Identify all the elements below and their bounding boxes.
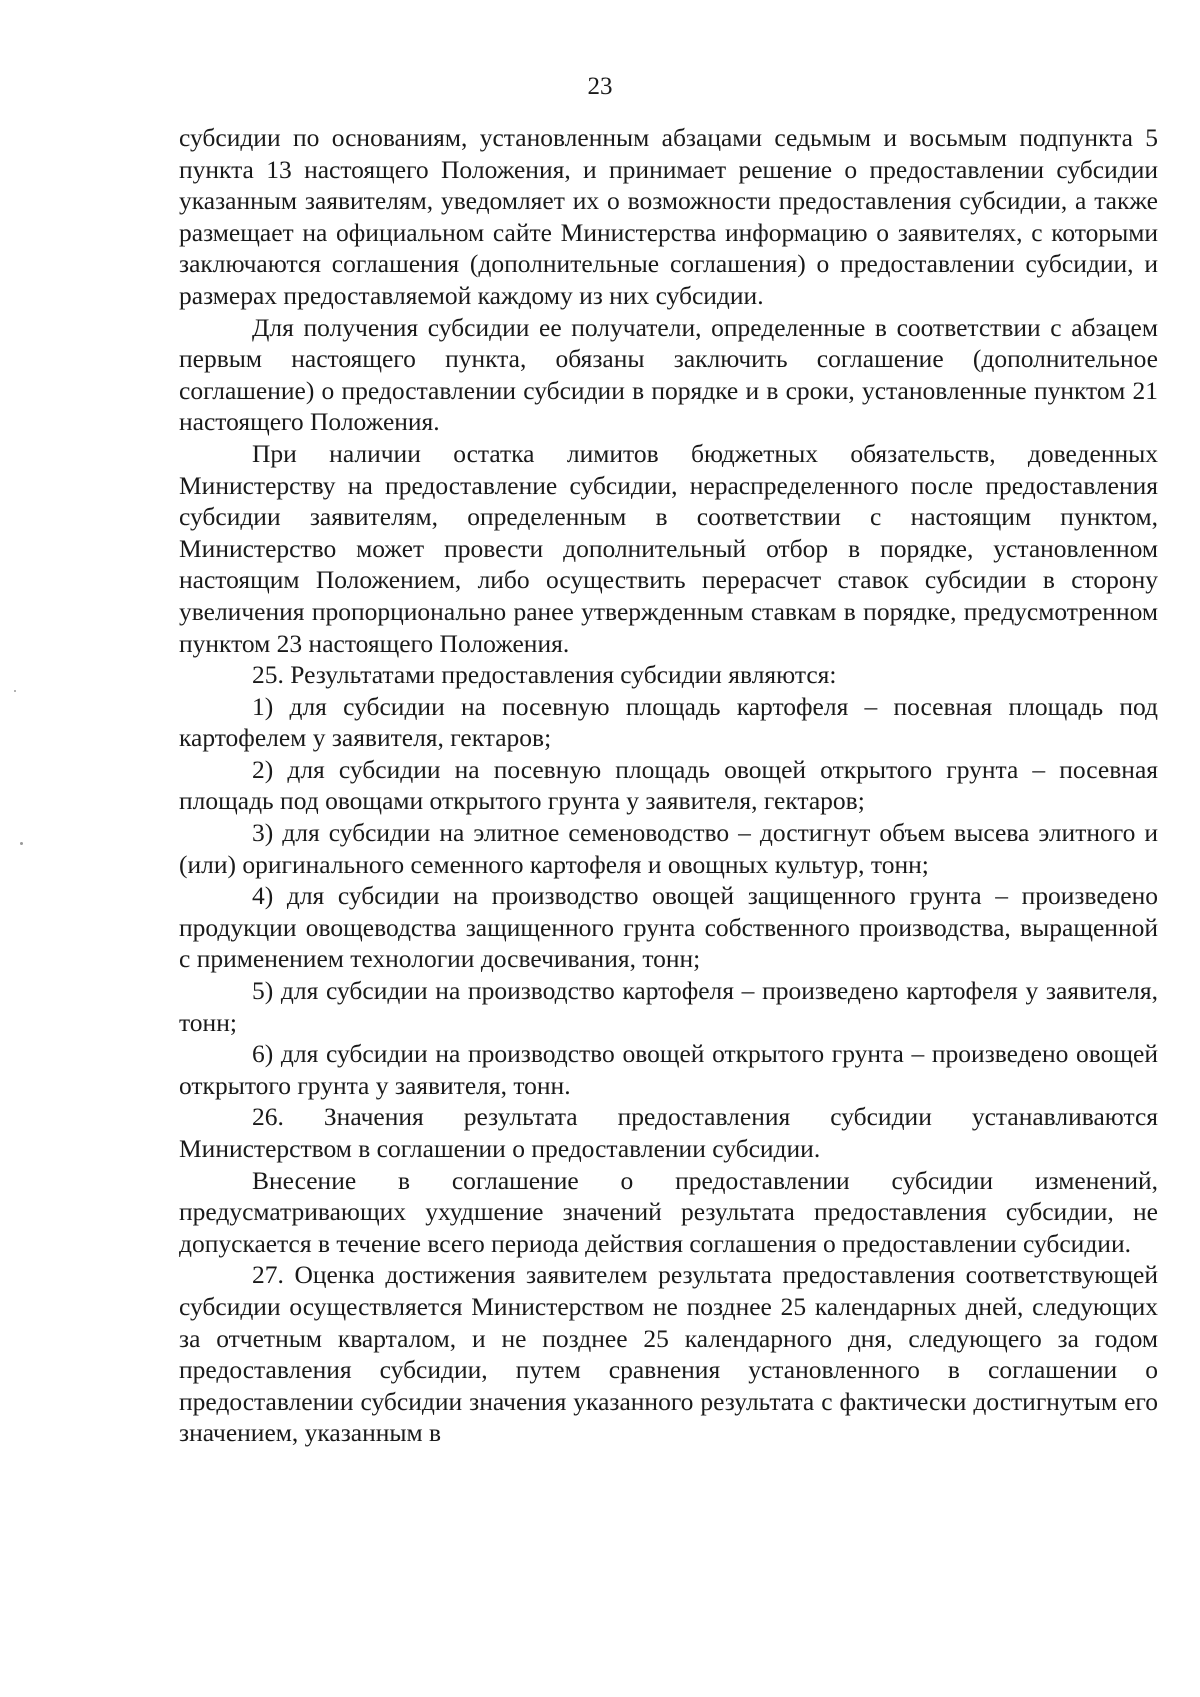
- clause-25-heading: 25. Результатами предоставления субсидии являются:: [252, 660, 837, 690]
- scan-speck: [14, 690, 16, 692]
- clause-26: 26. Значения результата предоставления субсидии устанавливаются Министерством в соглашении о предоставлении субсидии.: [179, 1102, 1158, 1163]
- list-item-4: 4) для субсидии на производство овощей защищенного грунта – произведено продукции овощеводства защищенного грунта собственного производства, выращенной с применением технологии досвечивания, тонн;: [179, 881, 1158, 974]
- list-item-6: 6) для субсидии на производство овощей открытого грунта – произведено овощей открытого грунта у заявителя, тонн.: [179, 1039, 1158, 1100]
- list-item-5: 5) для субсидии на производство картофеля – произведено картофеля у заявителя, тонн;: [179, 976, 1158, 1037]
- clause-27: 27. Оценка достижения заявителем результата предоставления соответствующей субсидии осуществляется Министерством не позднее 25 календарных дней, следующих за отчетным кварталом, и не позднее 25 календарного дня, следующего за годом предоставления субсидии, путем сравнения установленного в соглашении о предоставлении субсидии значения указанного результата с фактически достигнутым его значением, указанным в: [179, 1260, 1158, 1448]
- page-number: 23: [587, 73, 613, 100]
- list-item-1: 1) для субсидии на посевную площадь картофеля – посевная площадь под картофелем у заявителя, гектаров;: [179, 691, 1158, 753]
- list-item-2: 2) для субсидии на посевную площадь овощей открытого грунта – посевная площадь под овощами открытого грунта у заявителя, гектаров;: [179, 754, 1158, 816]
- paragraph-continuation: субсидии по основаниям, установленным абзацами седьмым и восьмым подпункта 5 пункта 13 настоящего Положения, и принимает решение о предоставлении субсидии указанным заявителям, уведомляет их о возможности предоставления субсидии, а также размещает на официальном сайте Министерства информацию о заявителях, с которыми заключаются соглашения (дополнительные соглашения) о предоставлении субсидии, и размерах предоставляемой каждому из них субсидии.: [179, 123, 1158, 310]
- paragraph-agreement-conclusion: Для получения субсидии ее получатели, определенные в соответствии с абзацем первым настоящего пункта, обязаны заключить соглашение (дополнительное соглашение) о предоставлении субсидии в порядке и в сроки, установленные пунктом 21 настоящего Положения.: [179, 312, 1158, 437]
- list-item-3: 3) для субсидии на элитное семеноводство – достигнут объем высева элитного и (или) оригинального семенного картофеля и овощных культур, тонн;: [179, 818, 1158, 879]
- paragraph-amendments: Внесение в соглашение о предоставлении субсидии изменений, предусматривающих ухудшение значений результата предоставления субсидии, не допускается в течение всего периода действия соглашения о предоставлении субсидии.: [179, 1165, 1158, 1258]
- document-body: [179, 122, 1158, 1449]
- paragraph-remaining-limits: При наличии остатка лимитов бюджетных обязательств, доведенных Министерству на предоставление субсидии, нераспределенного после предоставления субсидии заявителям, определенным в соответствии с настоящим пунктом, Министерство может провести дополнительный отбор в порядке, установленном настоящим Положением, либо осуществить перерасчет ставок субсидии в сторону увеличения пропорционально ранее утвержденным ставкам в порядке, предусмотренном пунктом 23 настоящего Положения.: [179, 438, 1158, 658]
- scan-speck: [20, 842, 23, 845]
